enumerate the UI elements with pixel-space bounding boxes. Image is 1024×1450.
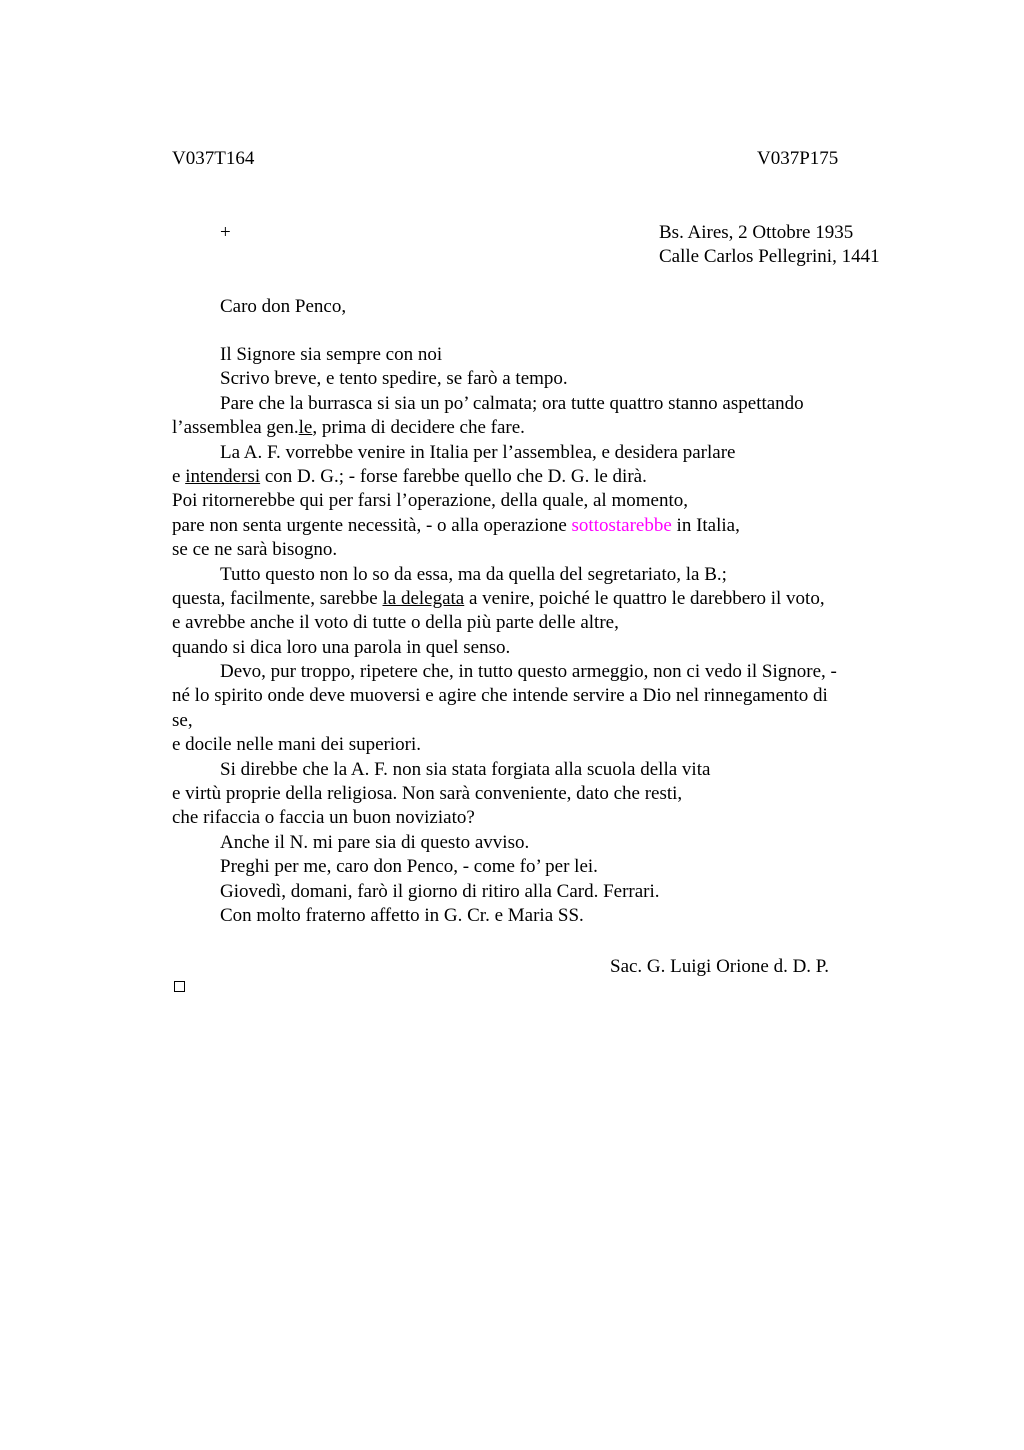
body-line [172, 587, 892, 611]
text-run: questa, facilmente, sarebbe [172, 587, 383, 609]
body-line: se, [172, 709, 193, 731]
body-line: Giovedì, domani, farò il giorno di ritiro alla Card. Ferrari. [220, 880, 660, 902]
text-run: a venire, poiché le quattro le darebbero il voto, [464, 587, 825, 609]
text-run: con D. G.; - forse farebbe quello che D. G. le dirà. [260, 465, 647, 487]
text-run: pare non senta urgente necessità, - o alla operazione [172, 514, 572, 536]
underlined-text: intendersi [185, 465, 261, 487]
body-line: Anche il N. mi pare sia di questo avviso. [220, 831, 530, 853]
text-run: e [172, 465, 186, 487]
body-line: se ce ne sarà bisogno. [172, 539, 338, 561]
sender-address: Calle Carlos Pellegrini, 1441 [659, 246, 880, 267]
body-line: e docile nelle mani dei superiori. [172, 734, 422, 756]
body-line: La A. F. vorrebbe venire in Italia per l’assemblea, e desidera parlare [220, 441, 736, 463]
signature: Sac. G. Luigi Orione d. D. P. [610, 956, 830, 977]
body-line: Scrivo breve, e tento spedire, se farò a tempo. [220, 368, 568, 390]
body-line: Poi ritornerebbe qui per farsi l’operazione, della quale, al momento, [172, 490, 688, 512]
place-date: Bs. Aires, 2 Ottobre 1935 [659, 222, 854, 243]
body-line: quando si dica loro una parola in quel senso. [172, 636, 511, 658]
text-run: l’assemblea gen. [172, 417, 299, 439]
empty-checkbox-icon [174, 981, 185, 992]
underlined-text: la delegata [382, 587, 465, 609]
body-line: Il Signore sia sempre con noi [220, 344, 443, 365]
text-run: , prima di decidere che fare. [312, 417, 525, 439]
body-line: Tutto questo non lo so da essa, ma da quella del segretariato, la B.; [220, 563, 727, 585]
body-line [172, 514, 892, 538]
body-line: Con molto fraterno affetto in G. Cr. e Maria SS. [220, 904, 584, 926]
body-line [172, 465, 892, 489]
body-line [172, 416, 892, 440]
document-code-right: V037P175 [757, 148, 839, 169]
body-line: Preghi per me, caro don Penco, - come fo’ per lei. [220, 856, 598, 878]
body-line: Pare che la burrasca si sia un po’ calmata; ora tutte quattro stanno aspettando [220, 392, 804, 414]
salutation: Caro don Penco, [220, 296, 347, 317]
body-line: né lo spirito onde deve muoversi e agire che intende servire a Dio nel rinnegamento di [172, 685, 828, 707]
body-line: Devo, pur troppo, ripetere che, in tutto questo armeggio, non ci vedo il Signore, - [220, 661, 837, 683]
body-line: e avrebbe anche il voto di tutte o della più parte delle altre, [172, 612, 619, 634]
document-code-left: V037T164 [172, 148, 255, 169]
cross-symbol: + [220, 222, 231, 243]
body-line: Si direbbe che la A. F. non sia stata forgiata alla scuola della vita [220, 758, 711, 780]
body-line: che rifaccia o faccia un buon noviziato? [172, 807, 475, 829]
body-line: e virtù proprie della religiosa. Non sarà conveniente, dato che resti, [172, 783, 683, 805]
underlined-text: le [298, 417, 313, 439]
letter-body [172, 343, 892, 928]
text-run: in Italia, [671, 514, 740, 536]
highlighted-word: sottostarebbe [571, 514, 672, 536]
